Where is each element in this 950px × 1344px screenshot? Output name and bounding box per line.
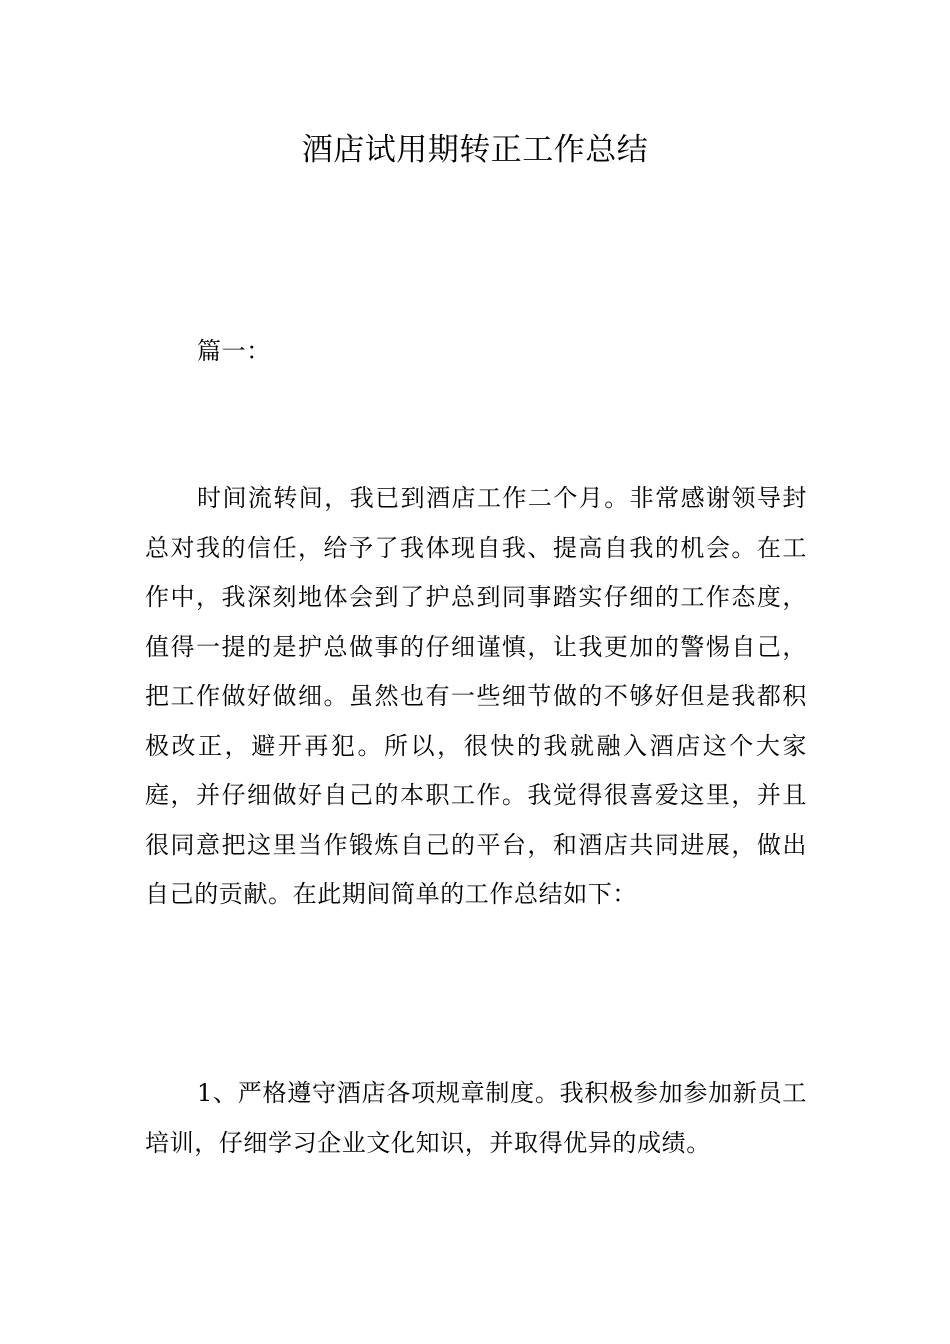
section-label: 篇一： <box>197 337 271 365</box>
body-paragraph-1: 时间流转间，我已到酒店工作二个月。非常感谢领导封总对我的信任，给予了我体现自我、提高自我的机会。在工作中，我深刻地体会到了护总到同事踏实仔细的工作态度，值得一提的是护总做事的仔细谨慎，让我更加的警惕自己，把工作做好做细。虽然也有一些细节做的不够好但是我都积极改正，避开再犯。所以，很快的我就融入酒店这个大家庭，并仔细做好自己的本职工作。我觉得很喜爱这里，并且很同意把这里当作锻炼自己的平台，和酒店共同进展，做出自己的贡献。在此期间简单的工作总结如下： <box>145 484 807 908</box>
body-paragraph-2: 1、严格遵守酒店各项规章制度。我积极参加参加新员工培训，仔细学习企业文化知识，并取得优异的成绩。 <box>145 1079 807 1157</box>
document-title: 酒店试用期转正工作总结 <box>301 132 649 168</box>
